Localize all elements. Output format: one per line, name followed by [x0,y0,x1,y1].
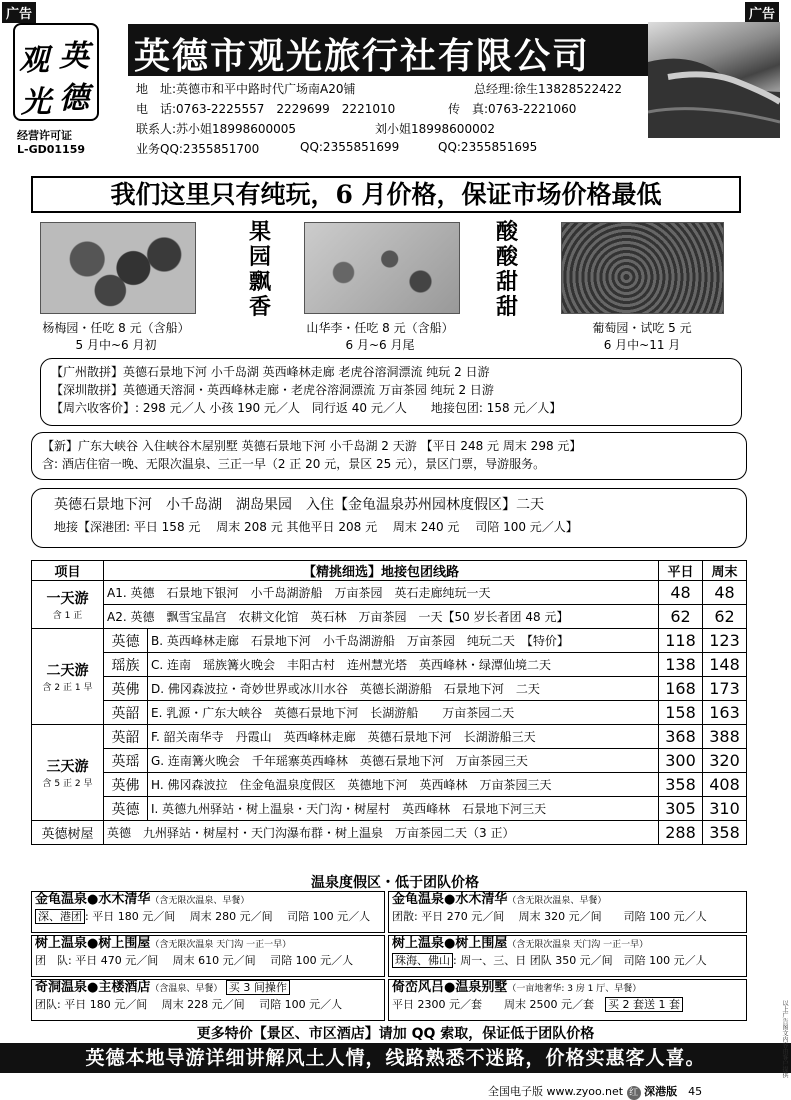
route-a2: A2. 英德 飘雪宝晶宫 农耕文化馆 英石林 万亩茶园 一天【50 岁长者团 48 元】 [104,605,659,629]
price-weekday: 288 [659,821,703,845]
route-region: 英韶 [104,701,148,725]
side-text-orchard: 果园飘香 [248,219,271,320]
category-two-day: 二天游 含 2 正 1 早 [32,629,104,725]
route-region: 英德 [104,629,148,653]
route-b: B. 英西峰林走廊 石景地下河 小千岛湖游船 万亩茶园 纯玩二天 【特价】 [148,629,659,653]
table-row [32,701,747,725]
resort-card: 奇洞温泉●主楼酒店（含温泉、早餐） 买 3 间操作 团队: 平日 180 元／间 周末 228 元／间 司陪 100 元／人 [31,979,385,1021]
fruit-period-2: 6 月~6 月尾 [345,338,415,352]
route-c: C. 连南 瑶族篝火晚会 丰阳古村 连州慧光塔 英西峰林・绿潭仙境二天 [148,653,659,677]
route-region: 英瑶 [104,749,148,773]
price-weekend: 148 [703,653,747,677]
resort-card: 倚峦风吕●温泉别墅（一亩地奢华: 3 房 1 厅、早餐） 平日 2300 元／套 周末 2500 元／套 买 2 套送 1 套 [388,979,747,1021]
price-weekend: 320 [703,749,747,773]
price-weekend: 123 [703,629,747,653]
price-weekday: 368 [659,725,703,749]
fruit-period-3: 6 月中~11 月 [603,338,681,352]
company-name: 英德市观光旅行社有限公司 [134,35,591,77]
price-weekday: 138 [659,653,703,677]
qq-business: 业务QQ:2355851700 [136,142,260,156]
route-i: I. 英德九州驿站・树上温泉・天门沟・树屋村 英西峰林 石景地下河三天 [148,797,659,821]
route-region: 瑶族 [104,653,148,677]
fruit-caption-3: 葡萄园・试吃 5 元 [592,321,692,335]
ad-tag-left: 广告 [2,2,36,23]
guangzhou-tour: 【广州散拼】英德石景地下河 小千岛湖 英西峰林走廊 老虎谷溶洞漂流 纯玩 2 日游 [51,365,490,379]
slogan: 我们这里只有纯玩，6 月价格，保证市场价格最低 [31,176,741,213]
canyon-tour-includes: 含: 酒店住宿一晚、无限次温泉、三正一早（2 正 20 元，景区 25 元），景区门票，导游服务。 [42,457,546,471]
ad-tag-right: 广告 [745,2,779,23]
resort-card: 金龟温泉●水木清华（含无限次温泉、早餐） 团散: 平日 270 元／间 周末 320 元／间 司陪 100 元／人 [388,891,747,933]
route-d: D. 佛冈森波拉・奇妙世界或冰川水谷 英德长湖游船 石景地下河 二天 [148,677,659,701]
qq-3: QQ:2355851695 [438,140,538,154]
category-one-day: 一天游 含 1 正 [32,581,104,629]
price-weekend: 408 [703,773,747,797]
contact-liu: 刘小姐18998600002 [375,122,495,136]
route-a1: A1. 英德 石景地下银河 小千岛湖游船 万亩茶园 英石走廊纯玩一天 [104,581,659,605]
more-offers: 更多特价【景区、市区酒店】请加 QQ 索取，保证低于团队价格 [196,1026,595,1042]
table-row [32,653,747,677]
header-weekday: 平日 [659,561,703,581]
header-route: 【精挑细选】地接包团线路 [104,561,659,581]
price-weekend: 388 [703,725,747,749]
price-weekend: 62 [703,605,747,629]
price-weekend: 173 [703,677,747,701]
header-weekend: 周末 [703,561,747,581]
route-g: G. 连南篝火晚会 千年瑶寨英西峰林 英德石景地下河 万亩茶园三天 [148,749,659,773]
price-weekend: 48 [703,581,747,605]
table-row [32,677,747,701]
route-region: 英德 [104,797,148,821]
price-weekday: 62 [659,605,703,629]
table-row [32,581,747,605]
page-number: 45 [688,1085,703,1098]
fruit-caption-2: 山华李・任吃 8 元（含船） [306,321,454,335]
footer-slogan: 英德本地导游详细讲解风土人情，线路熟悉不迷路，价格实惠客人喜。 [0,1043,791,1073]
bulk-tour-box [40,358,742,426]
shenzhen-tour: 【深圳散拼】英德通天溶洞・英西峰林走廊・老虎谷溶洞漂流 万亩茶园 纯玩 2 日游 [51,383,494,397]
table-row [32,749,747,773]
price-weekday: 358 [659,773,703,797]
price-weekend: 358 [703,821,747,845]
route-f: F. 韶关南华寺 丹霞山 英西峰林走廊 英德石景地下河 长湖游船三天 [148,725,659,749]
route-region: 英佛 [104,773,148,797]
price-weekday: 305 [659,797,703,821]
route-h: H. 佛冈森波拉 住金龟温泉度假区 英德地下河 英西峰林 万亩茶园三天 [148,773,659,797]
price-weekend: 163 [703,701,747,725]
saturday-price: 【周六收客价】: 298 元／人 小孩 190 元／人 同行返 40 元／人 地接包团: 158 元／人】 [51,401,562,415]
side-text-sweet: 酸酸甜甜 [495,219,518,320]
resorts-title: 温泉度假区・低于团队价格 [311,875,479,891]
edition-badge: 红 [627,1086,641,1100]
company-logo: 观 英 光 德 [13,23,99,121]
side-note: 以上广告图文内容由客户提供 [781,1000,788,1078]
category-treehouse: 英德树屋 [32,821,104,845]
permit-label: 经营许可证 [17,129,72,142]
routes-table [31,560,747,845]
river-photo [648,22,780,138]
fruit-caption-1: 杨梅园・任吃 8 元（含船） [42,321,190,335]
price-weekday: 158 [659,701,703,725]
contact-su: 联系人:苏小姐18998600005 [136,122,297,136]
address: 地 址:英德市和平中路时代广场南A20铺 [136,82,356,96]
table-row [32,821,747,845]
edition-info: 全国电子版 www.zyoo.net 红 深港版 45 [488,1085,703,1098]
fruit-period-1: 5 月中~6 月初 [75,338,157,352]
permit-code: L-GD01159 [17,143,86,156]
table-row [32,773,747,797]
header-item: 项目 [32,561,104,581]
bayberry-photo [40,222,196,314]
phone: 电 话:0763-2225557 2229699 2221010 [136,102,396,116]
resort-card: 金龟温泉●水木清华（含无限次温泉、早餐） 深、港团 : 平日 180 元／间 周末 280 元／间 司陪 100 元／人 [31,891,385,933]
canyon-tour-box [31,432,747,480]
plum-photo [304,222,460,314]
business-permit [17,129,85,157]
table-header-row [32,561,747,581]
route-region: 英韶 [104,725,148,749]
hot-spring-tour-box [31,488,747,548]
resort-card: 树上温泉●树上围屋（含无限次温泉 天门沟 一正一早） 团 队: 平日 470 元／间 周末 610 元／间 司陪 100 元／人 [31,935,385,977]
hot-spring-tour-price: 地接【深港团: 平日 158 元 周末 208 元 其他平日 208 元 周末 240 元 司陪 100 元／人】 [54,520,578,534]
qq-2: QQ:2355851699 [300,140,400,154]
price-weekday: 118 [659,629,703,653]
table-row [32,629,747,653]
route-e: E. 乳源・广东大峡谷 英德石景地下河 长湖游船 万亩茶园二天 [148,701,659,725]
price-weekday: 168 [659,677,703,701]
category-three-day: 三天游 含 5 正 2 早 [32,725,104,821]
manager: 总经理:徐生13828522422 [474,82,623,96]
table-row [32,725,747,749]
resort-card: 树上温泉●树上围屋（含无限次温泉 天门沟 一正一早） 珠海、佛山 : 周一、三、日 团队 350 元／间 司陪 100 元／人 [388,935,747,977]
route-treehouse: 英德 九州驿站・树屋村・天门沟瀑布群・树上温泉 万亩茶园二天（3 正） [104,821,659,845]
hot-spring-tour-title: 英德石景地下河 小千岛湖 湖岛果园 入住【金龟温泉苏州园林度假区】二天 [54,497,544,513]
table-row [32,797,747,821]
fax: 传 真:0763-2221060 [448,102,577,116]
canyon-tour-title: 【新】广东大峡谷 入住峡谷木屋别墅 英德石景地下河 小千岛湖 2 天游 【平日 248 元 周末 298 元】 [42,439,582,453]
table-row [32,605,747,629]
price-weekend: 310 [703,797,747,821]
price-weekday: 300 [659,749,703,773]
grape-photo [561,222,724,314]
route-region: 英佛 [104,677,148,701]
price-weekday: 48 [659,581,703,605]
